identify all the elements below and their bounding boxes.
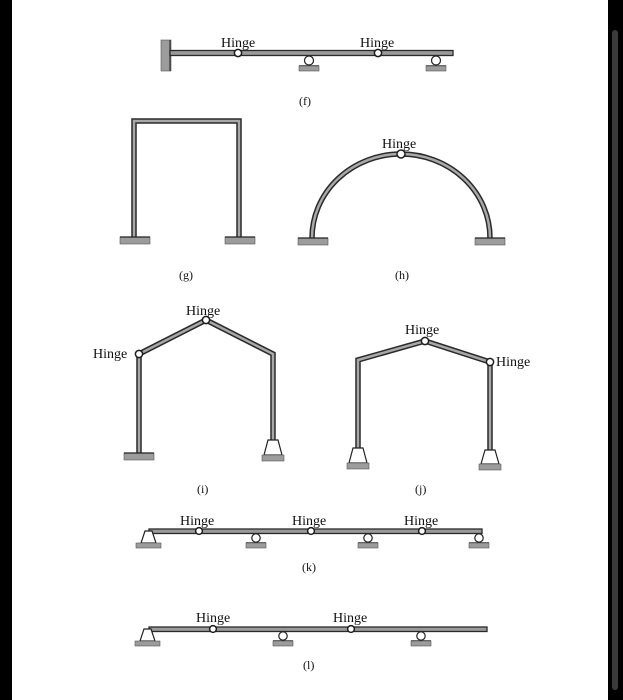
roller-support: [358, 534, 378, 548]
beam: [170, 51, 453, 56]
caption-f: (f): [299, 94, 311, 108]
figure-g: [120, 121, 255, 282]
roller-support: [469, 534, 489, 548]
caption-i: (i): [197, 482, 209, 496]
roller-support: [273, 632, 293, 646]
hinge-label: Hinge: [93, 347, 128, 362]
hinge-label: Hinge: [180, 514, 215, 529]
portal-frame: [134, 121, 239, 237]
figure-f: [161, 36, 453, 108]
fixed-support: [475, 238, 505, 245]
caption-h: (h): [395, 268, 409, 282]
hinge-label: Hinge: [221, 36, 256, 51]
hinge-icon: [135, 350, 142, 357]
fixed-support: [298, 238, 328, 245]
hinge-icon: [421, 337, 428, 344]
gable-frame: [139, 320, 273, 453]
caption-k: (k): [302, 560, 316, 574]
hinge-label: Hinge: [196, 611, 231, 626]
figure-h: [298, 137, 505, 282]
roller-support: [426, 56, 446, 71]
hinge-icon: [348, 626, 355, 633]
roller-support: [299, 56, 319, 71]
roller-support: [411, 632, 431, 646]
hinge-icon: [210, 626, 217, 633]
figure-k: [136, 514, 489, 574]
figure-j: [347, 323, 530, 496]
caption-j: (j): [415, 482, 427, 496]
figure-i: [93, 304, 284, 496]
pin-support: [349, 448, 367, 463]
hinge-icon: [486, 358, 493, 365]
fixed-support: [120, 237, 150, 244]
hinge-label: Hinge: [360, 36, 395, 51]
hinge-label: Hinge: [333, 611, 368, 626]
fixed-support: [225, 237, 255, 244]
hinge-label: Hinge: [496, 355, 531, 370]
gable-frame: [358, 341, 490, 450]
arch: [312, 154, 490, 238]
pin-support: [264, 440, 282, 455]
hinge-label: Hinge: [186, 304, 221, 319]
hinge-label: Hinge: [292, 514, 327, 529]
caption-g: (g): [179, 268, 193, 282]
caption-l: (l): [303, 658, 315, 672]
hinge-label: Hinge: [382, 137, 417, 152]
pin-support: [481, 450, 499, 464]
roller-support: [246, 534, 266, 548]
figure-l: [135, 611, 487, 672]
hinge-label: Hinge: [405, 323, 440, 338]
fixed-support: [124, 453, 154, 460]
beam: [149, 627, 487, 632]
hinge-label: Hinge: [404, 514, 439, 529]
